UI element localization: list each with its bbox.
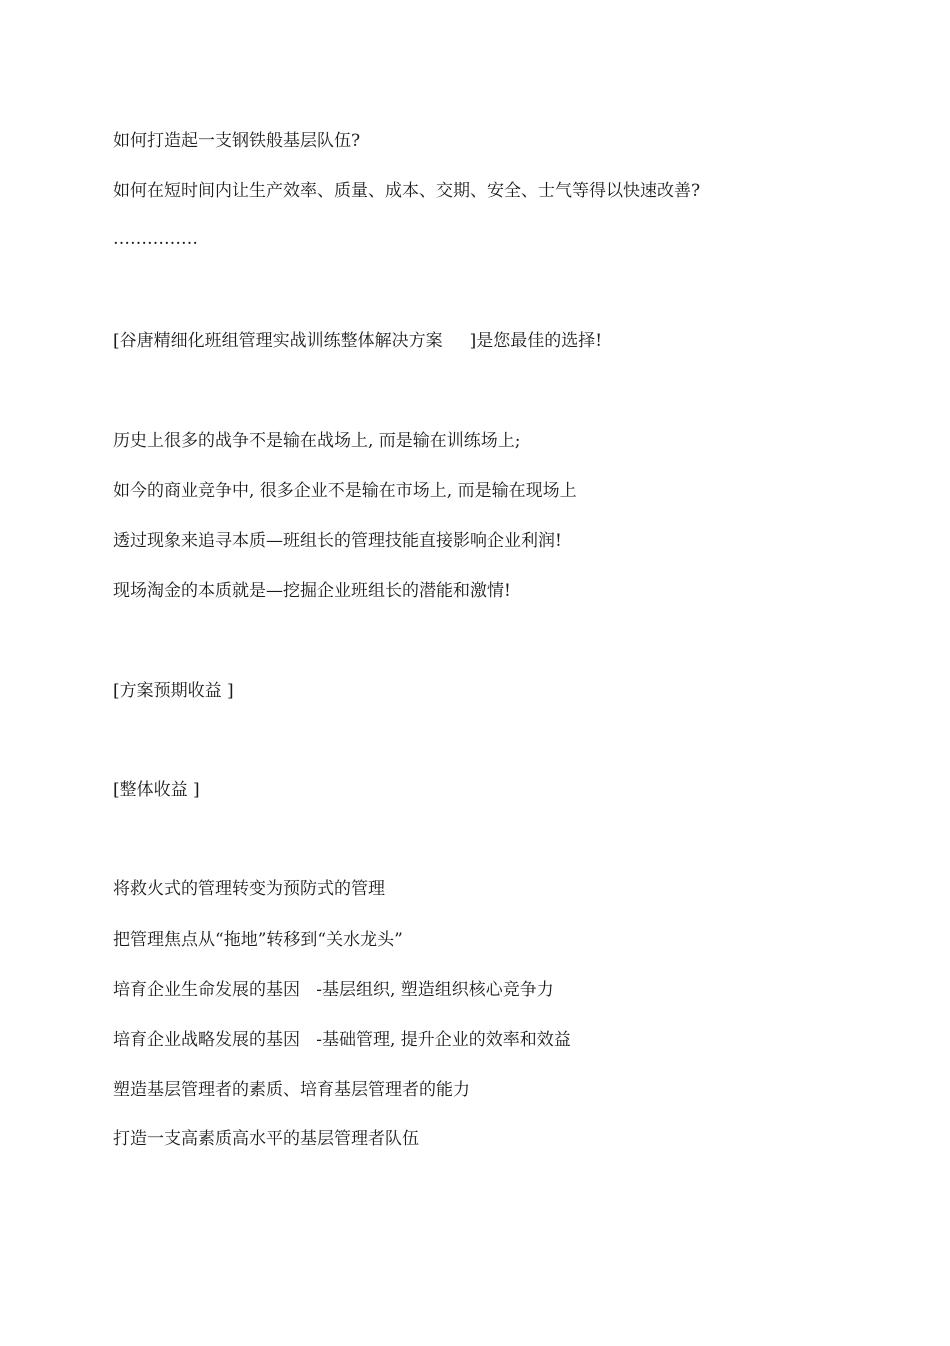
benefit-line-5: 塑造基层管理者的素质、培育基层管理者的能力 [113, 1080, 470, 1100]
ellipsis-line: …………… [113, 229, 198, 249]
paragraph-line-1: 历史上很多的战争不是输在战场上, 而是输在训练场上; [113, 431, 521, 451]
benefit-line-4: 培育企业战略发展的基因 -基础管理, 提升企业的效率和效益 [113, 1030, 571, 1050]
section-heading-overall-benefits: [整体收益 ] [113, 780, 200, 800]
benefit-line-1: 将救火式的管理转变为预防式的管理 [113, 879, 385, 899]
benefit-line-3: 培育企业生命发展的基因 -基层组织, 塑造组织核心竞争力 [113, 980, 554, 1000]
paragraph-line-3: 透过现象来追寻本质—班组长的管理技能直接影响企业利润! [113, 531, 562, 551]
solution-statement: [谷唐精细化班组管理实战训练整体解决方案 ]是您最佳的选择! [113, 331, 603, 351]
paragraph-line-4: 现场淘金的本质就是—挖掘企业班组长的潜能和激情! [113, 581, 511, 601]
question-line-2: 如何在短时间内让生产效率、质量、成本、交期、安全、士气等得以快速改善? [113, 181, 701, 201]
benefit-line-6: 打造一支高素质高水平的基层管理者队伍 [113, 1129, 419, 1149]
question-line-1: 如何打造起一支钢铁般基层队伍? [113, 131, 361, 151]
section-heading-expected-benefits: [方案预期收益 ] [113, 681, 234, 701]
paragraph-line-2: 如今的商业竞争中, 很多企业不是输在市场上, 而是输在现场上 [113, 481, 577, 501]
benefit-line-2: 把管理焦点从“拖地”转移到“关水龙头” [113, 930, 403, 950]
